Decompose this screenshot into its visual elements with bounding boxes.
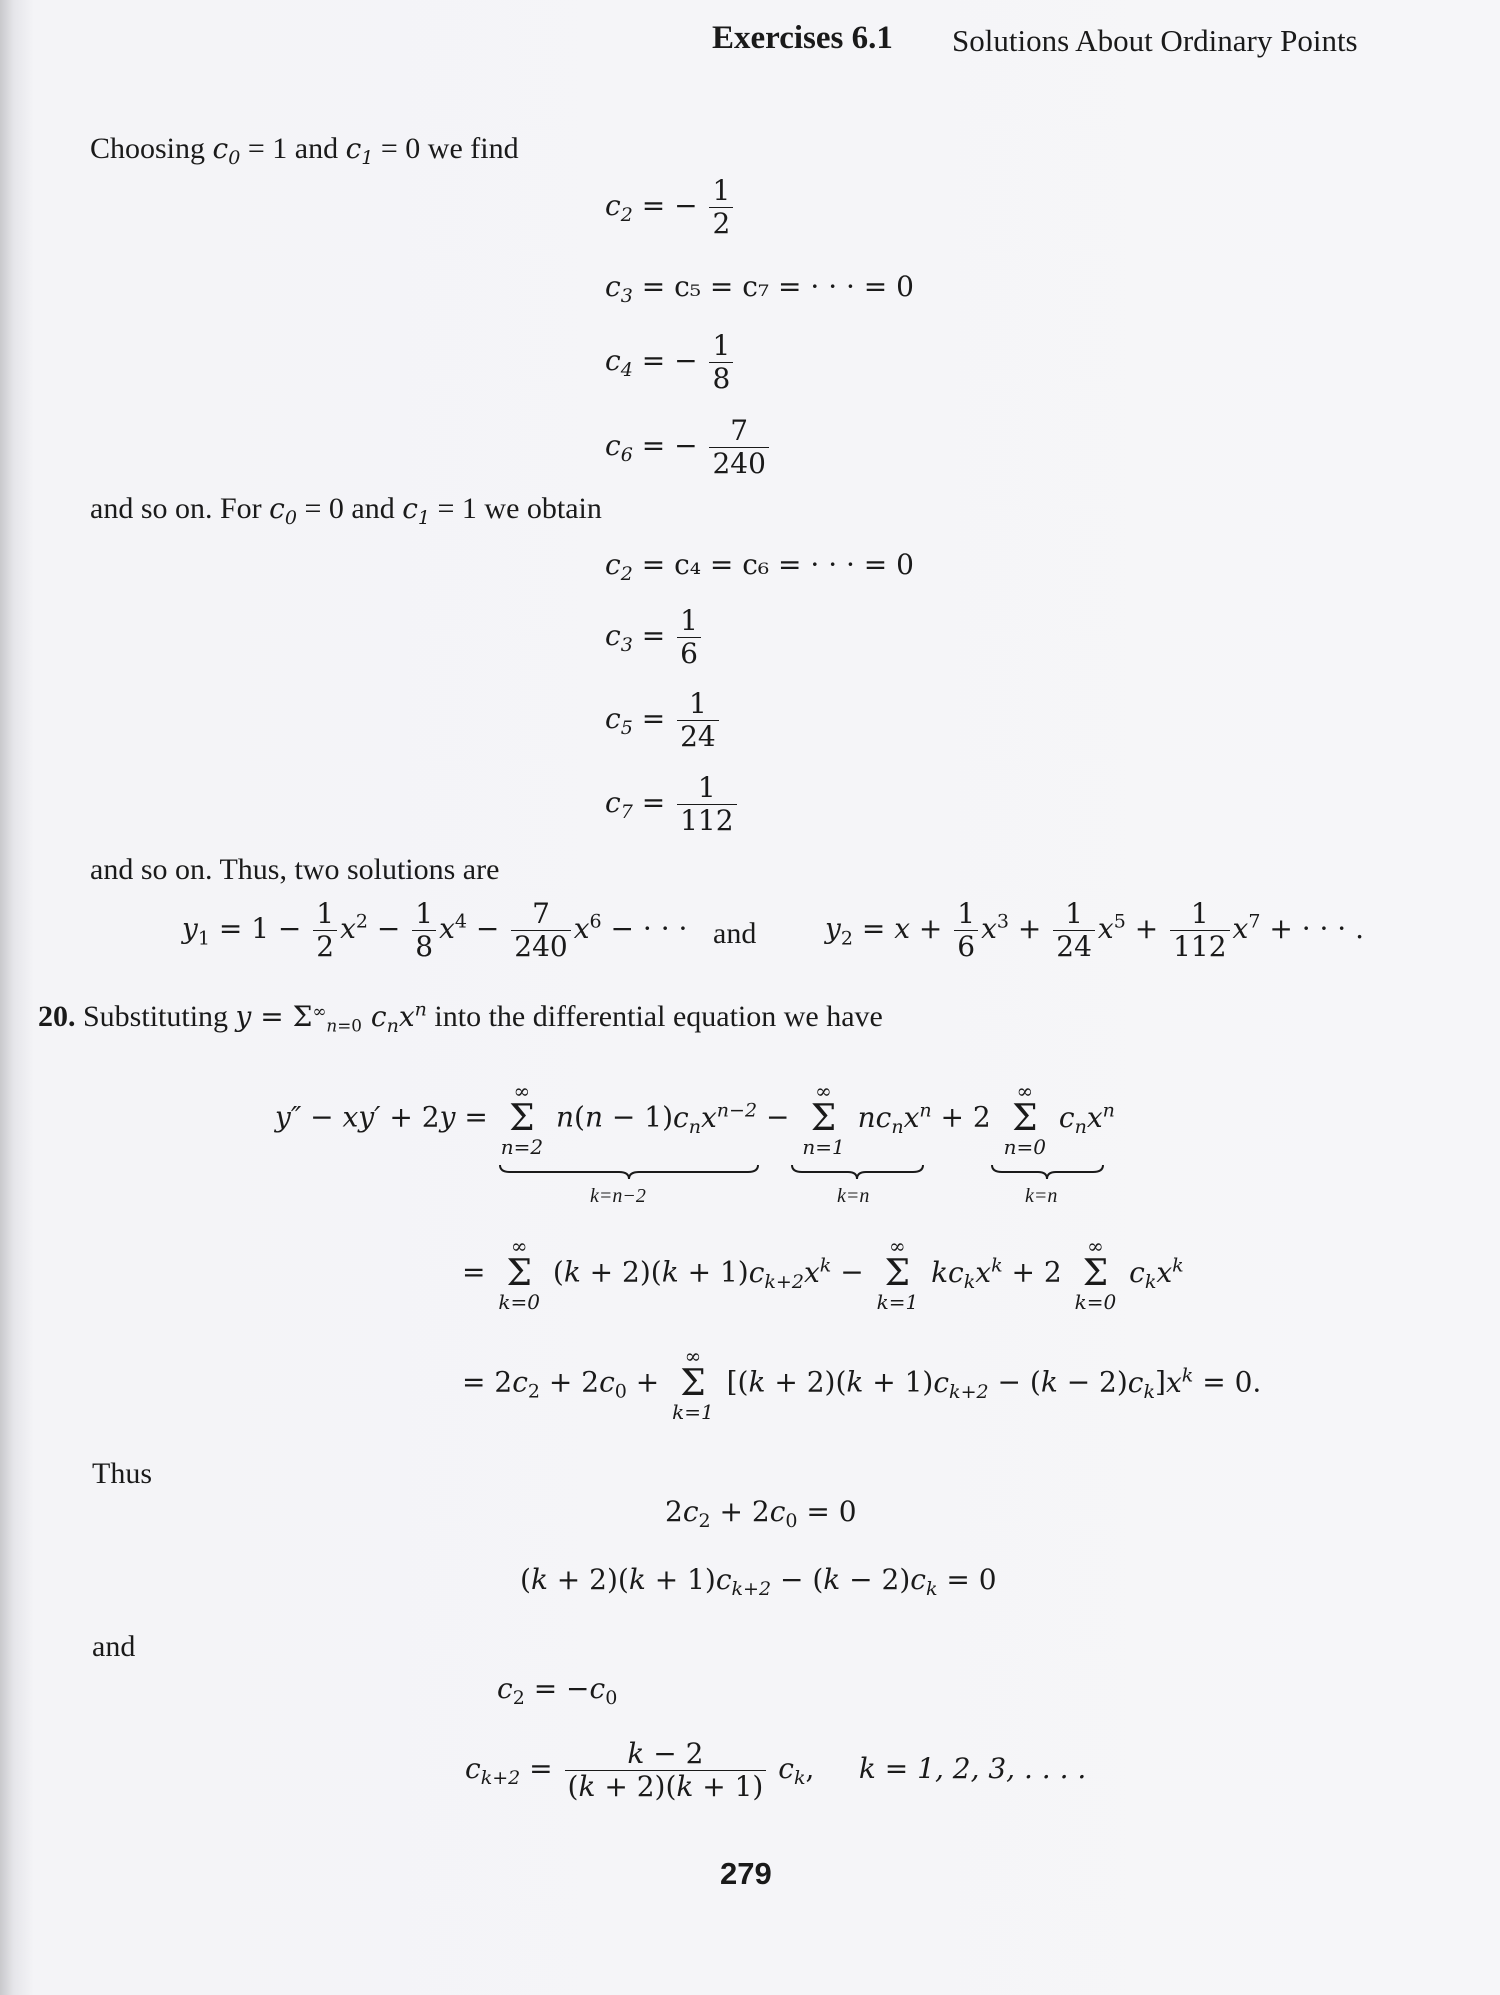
eq-c2-first: $c_2$ = − $\frac{1}{2}$	[605, 175, 736, 240]
brace-label-3: k=n	[1025, 1185, 1058, 1207]
header-section-label: Exercises 6.1	[712, 20, 893, 56]
problem-number: 20.	[38, 1000, 76, 1033]
para2-line: and so on. For $c_0 = 0$ and $c_1 = 1$ we obtain	[90, 492, 602, 530]
eq-y1: $y_1 = 1$ − $\frac{1}{2}$ $x^2$ − $\frac{1}{8}$ $x^4$ − $\frac{7}{240}$ $x^6$ − · · ·	[182, 897, 688, 964]
underbrace-3	[990, 1163, 1105, 1181]
eq-c7: $c_7$ = $\frac{1}{112}$	[605, 772, 740, 837]
eq-substitution-line3: = $2c_2 + 2c_0$ + ∞ Σ k=1 $[(k + 2)(k + 1)c_{k+2} - (k - 2)c_k]x^k = 0$.	[462, 1344, 1262, 1425]
brace-label-2: k=n	[837, 1185, 870, 1207]
para1-c1-eq: = 0 we find	[380, 132, 519, 165]
para1-lead: Choosing	[90, 132, 206, 165]
eq-y2: $y_2 = x$ + $\frac{1}{6}$ $x^3$ + $\frac{1}{24}$ $x^5$ + $\frac{1}{112}$ $x^7$ + · · · .	[825, 897, 1365, 964]
eq-c6: $c_6$ = − $\frac{7}{240}$	[605, 415, 772, 480]
eq-c2-c0-sum: $2c_2 + 2c_0 = 0$	[665, 1495, 857, 1533]
para3-line: and so on. Thus, two solutions are	[90, 853, 500, 886]
eq-c5: $c_5$ = $\frac{1}{24}$	[605, 688, 722, 753]
eq-substitution-line2: = ∞ Σ k=0 $(k + 2)(k + 1)c_{k+2}x^k$ − ∞ Σ k=1 $kc_kx^k + 2$ ∞ Σ k=0 $c_kx^k$	[462, 1234, 1184, 1315]
eq-c2-even-zero: $c_2 = c_4 = c_6$ = · · · = 0	[605, 548, 914, 586]
thus-word: Thus	[92, 1457, 152, 1490]
solutions-connector: and	[713, 917, 757, 950]
eq-recurrence: $c_{k+2}$ = $\frac{k - 2}{(k + 2)(k + 1)}$ $c_k$, k = 1, 2, 3, . . . .	[465, 1737, 1087, 1804]
problem-20-line: 20. Substituting $y = \Sigma^\infty_{n=0}$ $c_nx^n$ into the differential equation we have	[38, 998, 883, 1038]
and-word: and	[92, 1630, 136, 1663]
eq-c3-odd-zero: $c_3 = c_5 = c_7$ = · · · = 0	[605, 270, 914, 308]
brace-label-1: k=n−2	[590, 1185, 646, 1207]
eq-substitution-line1: y″ − xy′ + 2y = ∞ Σ n=2 $n(n - 1)c_nx^{n-2}$ − ∞ Σ n=1 $nc_nx^n + 2$ ∞ Σ n=0 $c_nx^n$	[275, 1079, 1115, 1160]
underbrace-2	[790, 1163, 925, 1181]
header-section-title: Solutions About Ordinary Points	[952, 23, 1358, 58]
eq-c4: $c_4$ = − $\frac{1}{8}$	[605, 330, 736, 395]
eq-c3: $c_3$ = $\frac{1}{6}$	[605, 605, 704, 670]
underbrace-1	[498, 1163, 760, 1181]
para1-c0-eq: = 1 and	[247, 132, 339, 165]
para1-line: Choosing $c_0 = 1$ and $c_1 = 0$ we find	[90, 132, 519, 170]
eq-c2-minus-c0: $c_2 = -c_0$	[497, 1672, 618, 1710]
eq-recurrence-raw: $(k + 2)(k + 1)c_{k+2} - (k - 2)c_k = 0$	[520, 1563, 997, 1601]
page-number: 279	[720, 1856, 772, 1891]
